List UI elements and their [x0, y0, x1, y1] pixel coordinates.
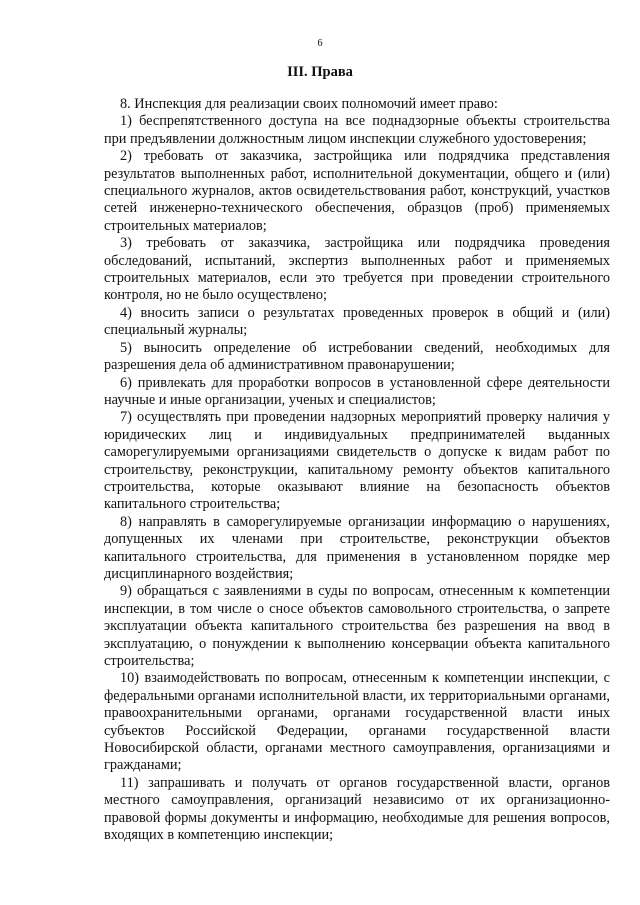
right-item-8: 8) направлять в саморегулируемые организации информацию о нарушениях, допущенных их членами при строительстве, реконструкции объектов капитального строительства, для применения в установленном порядке мер дисциплинарного воздействия; [104, 513, 610, 582]
right-item-7: 7) осуществлять при проведении надзорных мероприятий проверку наличия у юридических лиц и индивидуальных предпринимателей выданных саморегулируемыми организациями свидетельств о допуске к видам работ по строительству, реконструкции, капитальному ремонту объектов капитального строительства, которые оказывают влияние на безопасность объектов капитального строительства; [104, 409, 610, 513]
right-item-2: 2) требовать от заказчика, застройщика или подрядчика представления результатов выполненных работ, исполнительной документации, общего и (или) специального журналов, актов освидетельствования работ, конструкций, участков сетей инженерно-технического обеспечения, образцов (проб) применяемых строительных материалов; [104, 148, 610, 234]
page-number: 6 [317, 38, 323, 49]
document-body [104, 96, 610, 844]
right-item-5: 5) выносить определение об истребовании сведений, необходимых для разрешения дела об административном правонарушении; [104, 339, 610, 374]
section-title: III. Права [287, 64, 353, 80]
right-item-4: 4) вносить записи о результатах проведенных проверок в общий и (или) специальный журналы; [104, 304, 610, 339]
right-item-6: 6) привлекать для проработки вопросов в установленной сфере деятельности научные и иные организации, ученых и специалистов; [104, 374, 610, 408]
intro-paragraph: 8. Инспекция для реализации своих полномочий имеет право: [120, 96, 498, 112]
right-item-10: 10) взаимодействовать по вопросам, отнесенным к компетенции инспекции, с федеральными органами исполнительной власти, их территориальными органами, правоохранительными органами, органами государственной власти иных субъектов Российской Федерации, органами государственной власти Новосибирской области, органами местного самоуправления, организациями и гражданами; [104, 670, 610, 774]
right-item-1: 1) беспрепятственного доступа на все поднадзорные объекты строительства при предъявлении должностным лицом инспекции служебного удостоверения; [104, 113, 610, 147]
right-item-11: 11) запрашивать и получать от органов государственной власти, органов местного самоуправления, организаций независимо от их организационно-правовой формы документы и информацию, необходимые для решения вопросов, входящих в компетенцию инспекции; [104, 774, 610, 844]
right-item-3: 3) требовать от заказчика, застройщика или подрядчика проведения обследований, испытаний, экспертиз выполненных работ и применяемых строительных материалов, если это требуется при проведении строительного контроля, но не было осуществлено; [104, 235, 610, 304]
right-item-9: 9) обращаться с заявлениями в суды по вопросам, отнесенным к компетенции инспекции, в том числе о сносе объектов самовольного строительства, о запрете эксплуатации объекта капитального строительства без разрешения на ввод в эксплуатацию, о понуждении к выполнению консервации объекта капитального строительства; [104, 583, 610, 669]
